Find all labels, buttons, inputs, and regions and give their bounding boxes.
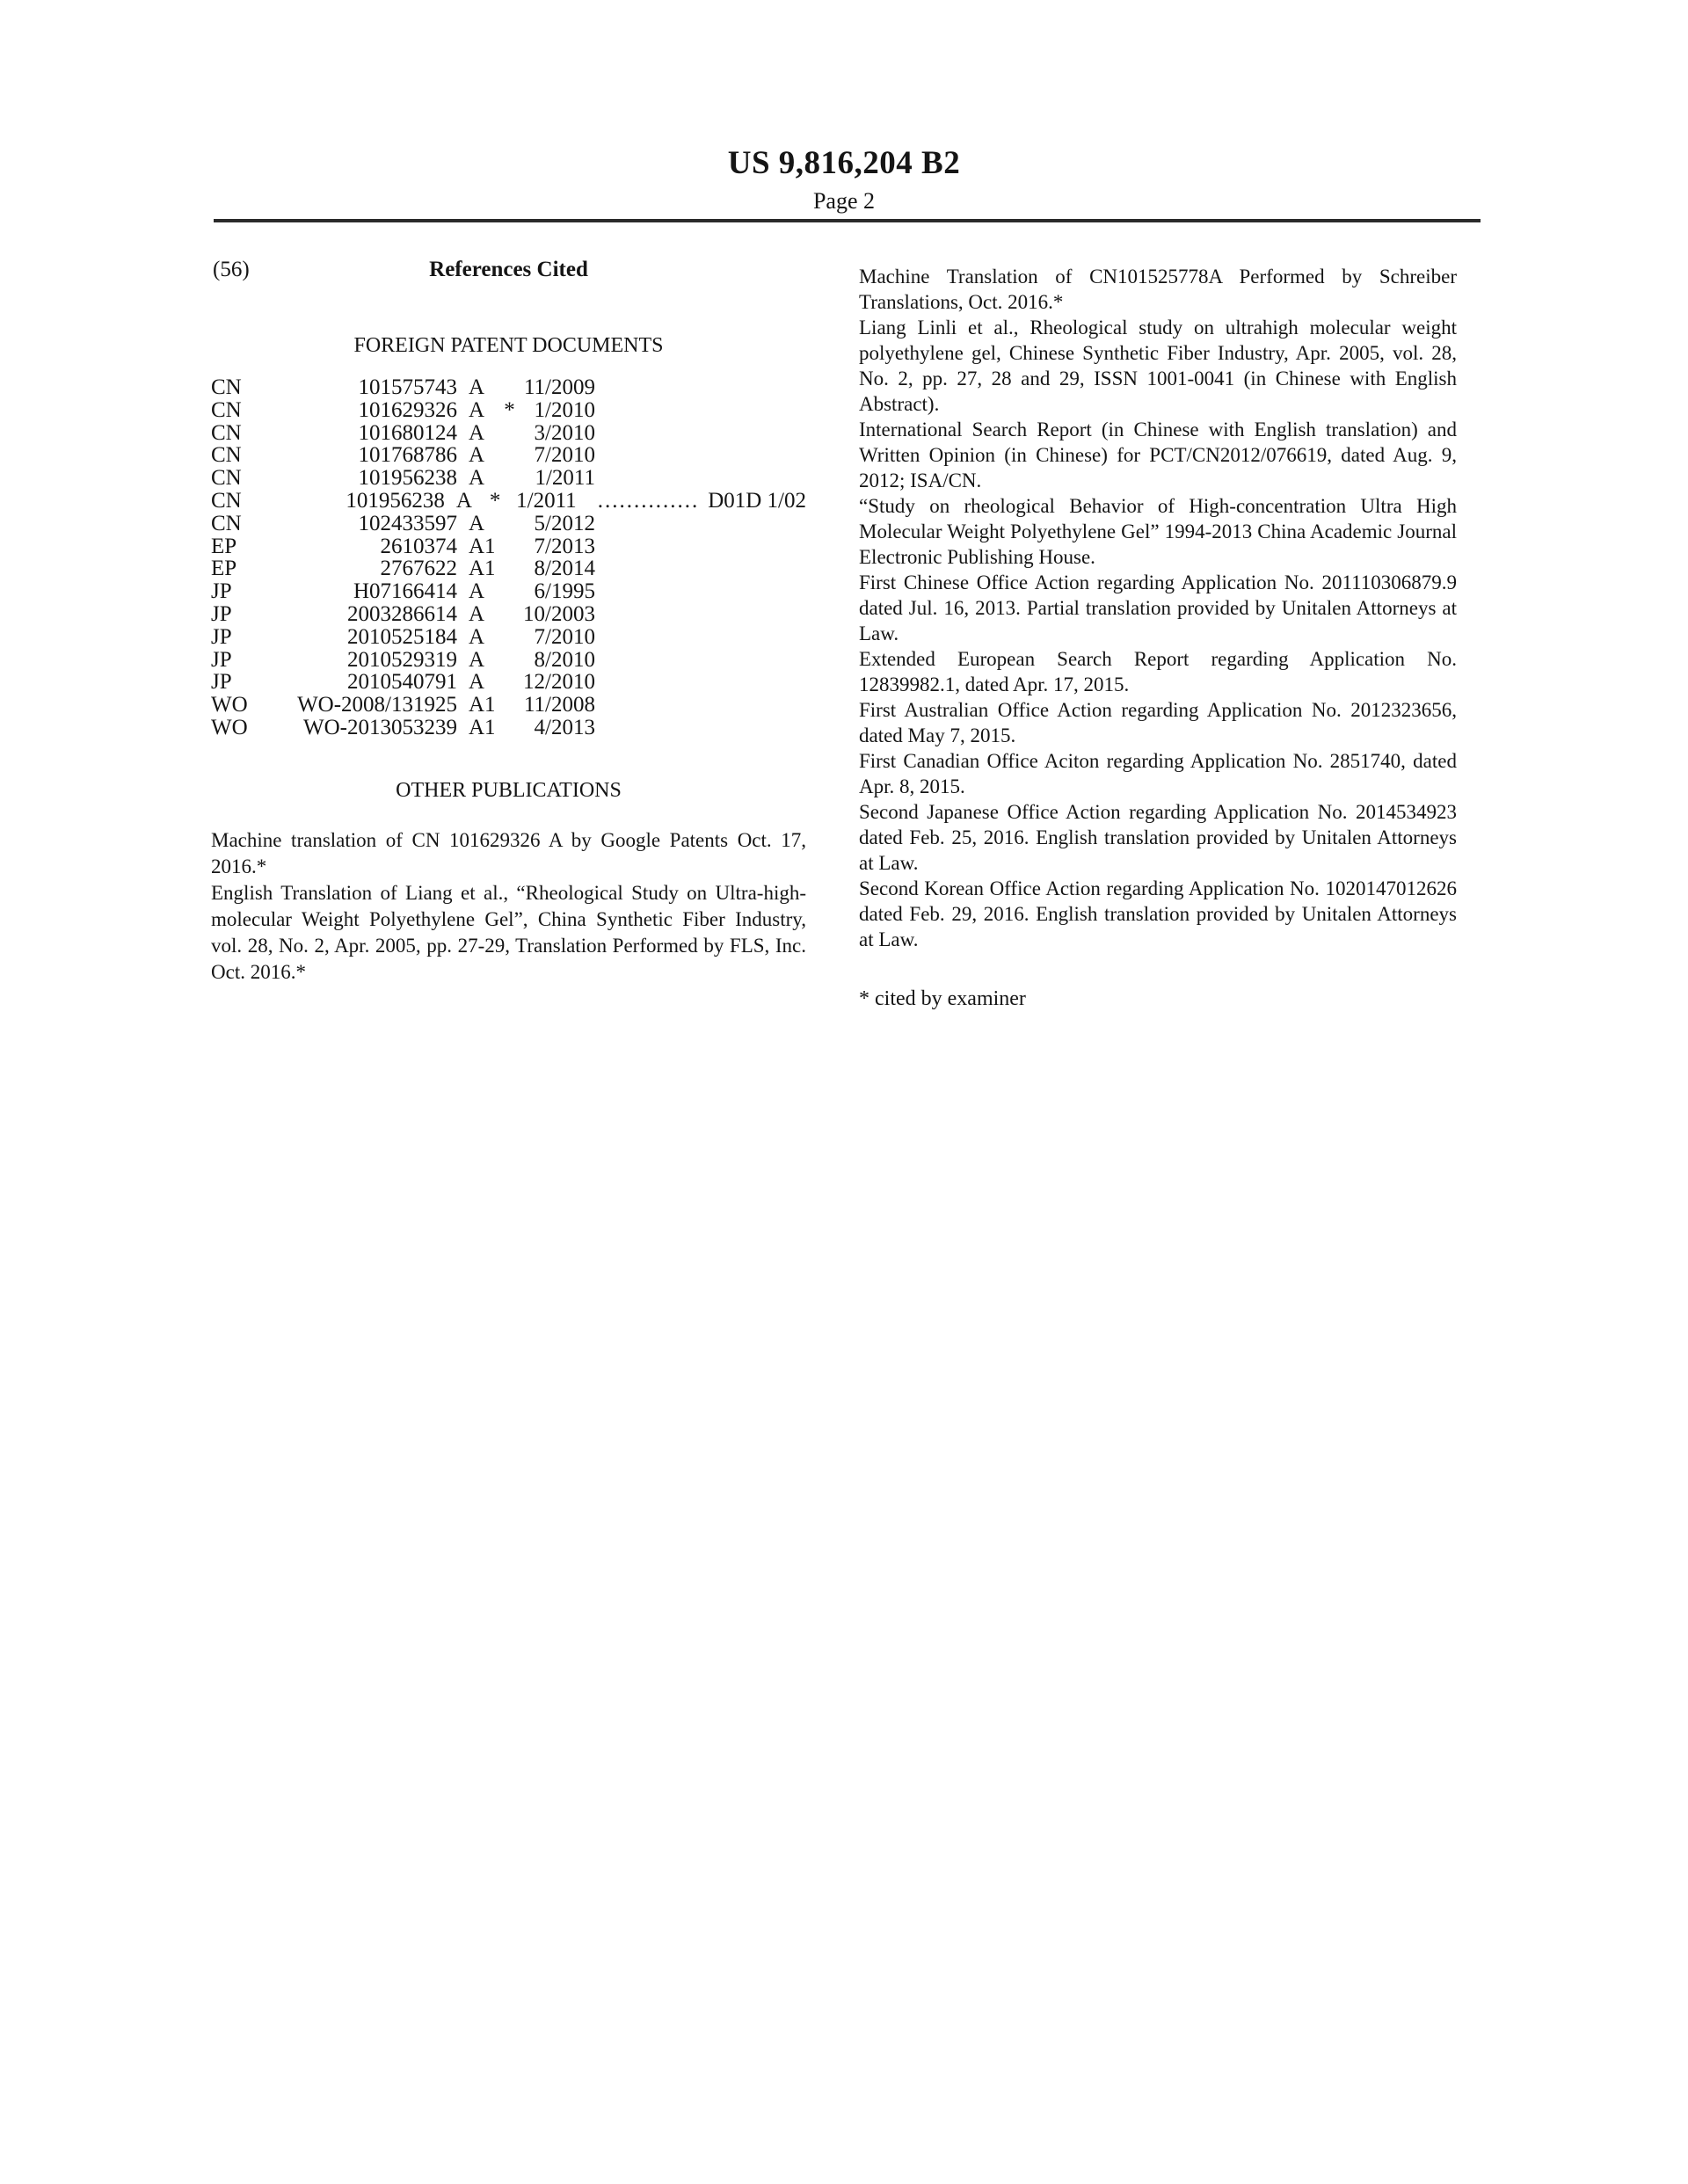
patent-country-code: CN [211, 397, 242, 422]
patent-date: 7/2013 [534, 534, 595, 558]
cited-by-examiner-star [498, 603, 521, 626]
patent-number-value: WO-2013053239 [303, 715, 457, 739]
patent-classification-cell [595, 694, 806, 717]
left-publications [211, 827, 806, 986]
patent-kind-code: A [455, 488, 472, 513]
publication-entry: Machine translation of CN 101629326 A by Google Patents Oct. 17, 2016.* [211, 828, 806, 877]
patent-number-value: 101956238 [358, 466, 457, 491]
patent-date: 6/1995 [534, 579, 595, 604]
patent-classification-cell [595, 422, 806, 445]
foreign-patent-row [211, 422, 806, 445]
patent-country-code: CN [211, 375, 242, 399]
cited-by-examiner-star [498, 376, 521, 399]
patent-number: US 9,816,204 B2 [727, 145, 961, 181]
foreign-patent-row [211, 490, 806, 513]
patent-classification-cell [595, 535, 806, 558]
patent-date: 7/2010 [534, 624, 595, 649]
patent-classification-cell [595, 649, 806, 672]
patent-date: 8/2014 [534, 557, 595, 581]
cited-by-examiner-star [498, 671, 521, 694]
patent-country-code: EP [211, 534, 237, 558]
patent-kind-code: A [469, 443, 485, 468]
patent-classification-cell [595, 444, 806, 467]
patent-date: 1/2011 [535, 466, 595, 491]
patent-classification-cell [595, 580, 806, 603]
patent-country-code: CN [211, 443, 242, 468]
patent-kind-code: A [469, 511, 485, 535]
patent-date: 7/2010 [534, 443, 595, 468]
foreign-patents-table [211, 376, 806, 739]
cited-by-examiner-star: * [489, 488, 501, 513]
patent-date: 11/2008 [523, 693, 595, 717]
leader-dots: .............. [597, 488, 700, 513]
patent-classification-cell [595, 603, 806, 626]
publication-entry: English Translation of Liang et al., “Rheological Study on Ultra-high-molecular Weight Polyethylene Gel”, China Synthetic Fiber Industry, vol. 28, No. 2, Apr. 2005, pp. 27-29, Translation Performed by FLS, Inc. Oct. 2016.* [211, 881, 806, 983]
patent-number-value: 101629326 [358, 397, 457, 422]
foreign-patent-row [211, 557, 806, 580]
patent-date: 4/2013 [534, 715, 595, 739]
patent-country-code: CN [211, 488, 242, 513]
cited-by-examiner-star [498, 626, 521, 649]
cited-by-examiner-star [498, 580, 521, 603]
publication-entry: International Search Report (in Chinese with English translation) and Written Opinion (in Chinese) for PCT/CN2012/076619, dated Aug. 9, 2012; ISA/CN. [859, 419, 1457, 491]
patent-number-value: 2010540791 [347, 670, 457, 695]
patent-number-value: 2003286614 [347, 601, 457, 626]
foreign-patent-row [211, 626, 806, 649]
foreign-patent-row [211, 671, 806, 694]
cited-by-examiner-star [498, 557, 521, 580]
patent-number-value: 101575743 [358, 375, 457, 399]
right-column [859, 264, 1457, 1012]
cited-by-examiner-star [498, 694, 521, 717]
patent-country-code: WO [211, 693, 248, 717]
other-publications-heading: OTHER PUBLICATIONS [396, 778, 622, 802]
patent-classification-cell [595, 717, 806, 739]
patent-classification-cell [595, 557, 806, 580]
foreign-patent-row [211, 513, 806, 535]
patent-kind-code: A [469, 375, 485, 399]
patent-date: 3/2010 [534, 420, 595, 445]
cited-by-examiner-star [498, 717, 521, 739]
patent-kind-code: A [469, 624, 485, 649]
cited-by-examiner-star [498, 649, 521, 672]
patent-number-value: 2610374 [380, 534, 457, 558]
publication-entry: First Canadian Office Aciton regarding Application No. 2851740, dated Apr. 8, 2015. [859, 750, 1457, 797]
foreign-patent-row [211, 717, 806, 739]
ipc-classification: D01D 1/02 [708, 488, 806, 513]
patent-country-code: CN [211, 420, 242, 445]
foreign-patents-heading: FOREIGN PATENT DOCUMENTS [353, 334, 664, 357]
patent-number-value: 2010529319 [347, 647, 457, 672]
foreign-patent-row [211, 694, 806, 717]
patent-country-code: JP [211, 647, 232, 672]
patent-kind-code: A1 [469, 693, 496, 717]
patent-date: 1/2011 [516, 488, 577, 513]
references-cited-section-head [211, 257, 806, 283]
patent-date: 11/2009 [523, 375, 595, 399]
foreign-patent-row [211, 444, 806, 467]
patent-date: 12/2010 [523, 670, 595, 695]
patent-kind-code: A1 [469, 557, 496, 581]
cited-by-examiner-star [498, 422, 521, 445]
cited-by-examiner-note: * cited by examiner [859, 987, 1026, 1010]
publication-entry: “Study on rheological Behavior of High-concentration Ultra High Molecular Weight Polyethylene Gel” 1994-2013 China Academic Journal Electronic Publishing House. [859, 495, 1457, 568]
patent-classification-cell [595, 376, 806, 399]
patent-country-code: JP [211, 579, 232, 604]
patent-kind-code: A1 [469, 534, 496, 558]
foreign-patent-row [211, 467, 806, 490]
cited-by-examiner-star [498, 444, 521, 467]
patent-kind-code: A [469, 670, 485, 695]
cited-by-examiner-star [498, 535, 521, 558]
patent-classification-cell [595, 399, 806, 422]
patent-country-code: CN [211, 511, 242, 535]
patent-date: 10/2003 [523, 601, 595, 626]
patent-country-code: JP [211, 670, 232, 695]
patent-number-value: 2010525184 [347, 624, 457, 649]
patent-number-value: H07166414 [353, 579, 457, 604]
patent-date: 1/2010 [534, 397, 595, 422]
publication-entry: Second Japanese Office Action regarding Application No. 2014534923 dated Feb. 25, 2016. English translation provided by Unitalen Attorneys at Law. [859, 801, 1457, 874]
publication-entry: First Chinese Office Action regarding Application No. 201110306879.9 dated Jul. 16, 2013. Partial translation provided by Unitalen Attorneys at Law. [859, 571, 1457, 644]
patent-number-value: 101768786 [358, 443, 457, 468]
patent-country-code: CN [211, 466, 242, 491]
patent-kind-code: A [469, 397, 485, 422]
foreign-patent-row [211, 376, 806, 399]
foreign-patent-row [211, 649, 806, 672]
patent-country-code: JP [211, 601, 232, 626]
patent-kind-code: A [469, 647, 485, 672]
patent-number-value: WO-2008/131925 [297, 693, 457, 717]
patent-kind-code: A1 [469, 715, 496, 739]
foreign-patent-row [211, 399, 806, 422]
patent-country-code: EP [211, 557, 237, 581]
page-indicator: Page 2 [812, 188, 876, 214]
patent-number-value: 102433597 [358, 511, 457, 535]
publication-entry: Second Korean Office Action regarding Application No. 1020147012626 dated Feb. 29, 2016. English translation provided by Unitalen Attorneys at Law. [859, 877, 1457, 950]
publication-entry: Machine Translation of CN101525778A Performed by Schreiber Translations, Oct. 2016.* [859, 266, 1457, 313]
foreign-patent-row [211, 535, 806, 558]
patent-date: 5/2012 [534, 511, 595, 535]
patent-kind-code: A [469, 466, 485, 491]
patent-classification-cell [595, 626, 806, 649]
publication-entry: Extended European Search Report regarding Application No. 12839982.1, dated Apr. 17, 2015. [859, 648, 1457, 695]
patent-kind-code: A [469, 579, 485, 604]
patent-number-value: 2767622 [380, 557, 457, 581]
field-code-56: (56) [213, 258, 250, 281]
patent-date: 8/2010 [534, 647, 595, 672]
cited-by-examiner-star [498, 513, 521, 535]
header-divider [214, 219, 1481, 222]
patent-kind-code: A [469, 420, 485, 445]
patent-number-value: 101956238 [346, 488, 445, 513]
patent-classification-cell [595, 671, 806, 694]
left-column [211, 257, 806, 986]
patent-classification-cell [595, 513, 806, 535]
foreign-patent-row [211, 580, 806, 603]
patent-classification-cell [595, 467, 806, 490]
right-publications [859, 264, 1457, 952]
patent-country-code: WO [211, 715, 248, 739]
publication-entry: Liang Linli et al., Rheological study on ultrahigh molecular weight polyethylene gel, Chinese Synthetic Fiber Industry, Apr. 2005, vol. 28, No. 2, pp. 27, 28 and 29, ISSN 1001-0041 (in Chinese with English Abstract). [859, 317, 1457, 415]
publication-entry: First Australian Office Action regarding Application No. 2012323656, dated May 7, 2015. [859, 699, 1457, 746]
foreign-patent-row [211, 603, 806, 626]
patent-number-value: 101680124 [358, 420, 457, 445]
footnote-spacer [859, 952, 1457, 977]
cited-by-examiner-star [498, 467, 521, 490]
cited-by-examiner-star: * [504, 397, 515, 422]
patent-kind-code: A [469, 601, 485, 626]
patent-country-code: JP [211, 624, 232, 649]
patent-classification-cell [577, 490, 806, 513]
references-cited-title: References Cited [429, 258, 588, 281]
